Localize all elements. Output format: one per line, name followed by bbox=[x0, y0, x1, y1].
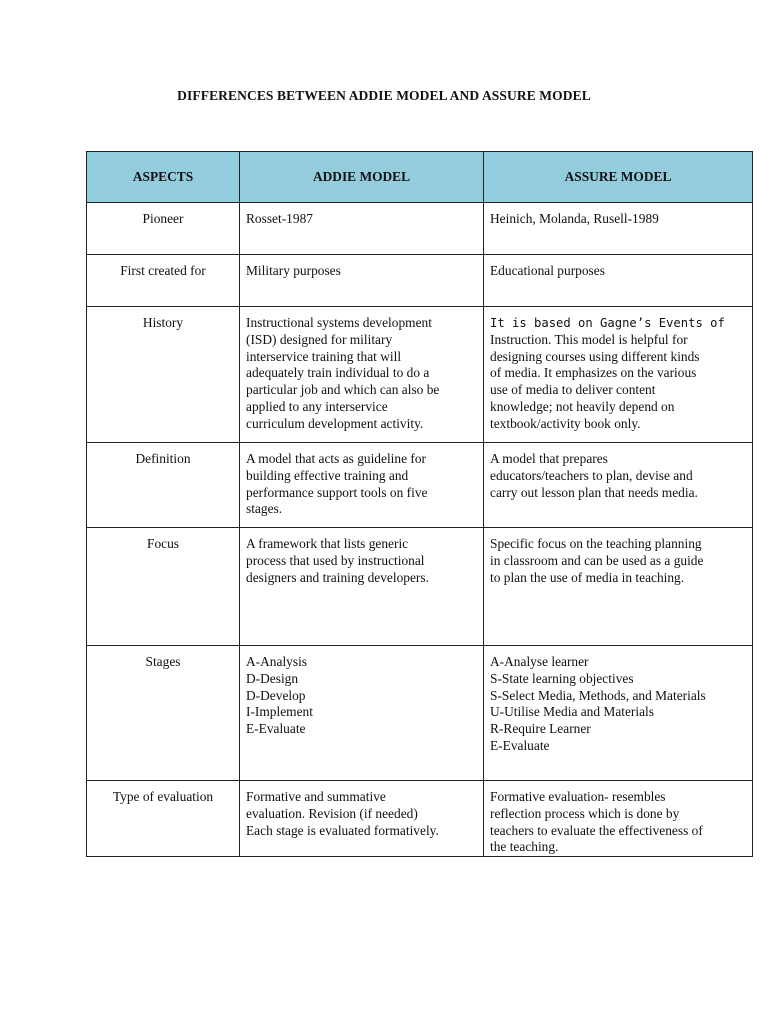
assure-cell-line: It is based on Gagne’s Events of bbox=[490, 316, 725, 330]
assure-cell-line: A model that prepares bbox=[490, 451, 608, 466]
addie-cell bbox=[240, 203, 484, 255]
table-row bbox=[87, 781, 753, 857]
addie-cell bbox=[240, 781, 484, 857]
assure-cell-line: E-Evaluate bbox=[490, 737, 550, 753]
assure-cell-line: educators/teachers to plan, devise and bbox=[490, 467, 693, 483]
assure-cell-line: Specific focus on the teaching planning bbox=[490, 536, 702, 551]
header-addie-model: ADDIE MODEL bbox=[240, 152, 484, 203]
document-title: DIFFERENCES BETWEEN ADDIE MODEL AND ASSURE MODEL bbox=[177, 88, 591, 103]
table-header-row bbox=[87, 152, 753, 203]
assure-cell-line: the teaching. bbox=[490, 839, 559, 855]
addie-cell-line: curriculum development activity. bbox=[246, 415, 424, 431]
aspect-cell: Definition bbox=[87, 443, 240, 528]
assure-cell bbox=[484, 307, 753, 443]
addie-cell-line: evaluation. Revision (if needed) bbox=[246, 805, 418, 821]
assure-cell bbox=[484, 528, 753, 646]
addie-cell bbox=[240, 307, 484, 443]
aspect-cell: History bbox=[87, 307, 240, 443]
assure-cell bbox=[484, 781, 753, 857]
addie-cell-line: performance support tools on five bbox=[246, 484, 428, 500]
addie-cell-line: stages. bbox=[246, 501, 283, 517]
assure-cell-line: to plan the use of media in teaching. bbox=[490, 569, 685, 585]
assure-cell-line: Educational purposes bbox=[490, 263, 605, 278]
header-assure-model: ASSURE MODEL bbox=[484, 152, 753, 203]
addie-cell-line: Instructional systems development bbox=[246, 315, 432, 330]
addie-cell-line: Formative and summative bbox=[246, 789, 386, 804]
assure-cell-line: knowledge; not heavily depend on bbox=[490, 398, 675, 414]
addie-cell bbox=[240, 443, 484, 528]
aspect-cell: Focus bbox=[87, 528, 240, 646]
assure-cell-line: Formative evaluation- resembles bbox=[490, 789, 666, 804]
addie-cell-line: (ISD) designed for military bbox=[246, 331, 393, 347]
addie-cell bbox=[240, 528, 484, 646]
addie-cell-line: interservice training that will bbox=[246, 348, 402, 364]
assure-cell bbox=[484, 255, 753, 307]
addie-cell-line: D-Design bbox=[246, 670, 299, 686]
addie-cell-line: applied to any interservice bbox=[246, 398, 388, 414]
assure-cell-line: use of media to deliver content bbox=[490, 382, 656, 398]
aspect-cell: First created for bbox=[87, 255, 240, 307]
addie-cell bbox=[240, 255, 484, 307]
addie-cell-line: designers and training developers. bbox=[246, 569, 429, 585]
addie-cell-line: A-Analysis bbox=[246, 654, 307, 669]
addie-cell-line: adequately train individual to do a bbox=[246, 365, 430, 381]
header-aspects: ASPECTS bbox=[87, 152, 240, 203]
addie-cell-line: Each stage is evaluated formatively. bbox=[246, 822, 439, 838]
addie-cell-line: I-Implement bbox=[246, 704, 313, 720]
addie-cell-line: A framework that lists generic bbox=[246, 536, 409, 551]
assure-cell-line: R-Require Learner bbox=[490, 721, 591, 737]
aspect-cell: Type of evaluation bbox=[87, 781, 240, 857]
assure-cell-line: in classroom and can be used as a guide bbox=[490, 552, 704, 568]
addie-cell-line: Military purposes bbox=[246, 263, 341, 278]
assure-cell-line: carry out lesson plan that needs media. bbox=[490, 484, 698, 500]
assure-cell-line: designing courses using different kinds bbox=[490, 348, 700, 364]
addie-cell-line: building effective training and bbox=[246, 467, 409, 483]
assure-cell bbox=[484, 646, 753, 781]
table-row bbox=[87, 646, 753, 781]
table-row bbox=[87, 203, 753, 255]
assure-cell-line: A-Analyse learner bbox=[490, 654, 589, 669]
table-body bbox=[87, 203, 753, 857]
aspect-cell: Stages bbox=[87, 646, 240, 781]
assure-cell-line: Instruction. This model is helpful for bbox=[490, 331, 688, 347]
assure-cell bbox=[484, 443, 753, 528]
table-row bbox=[87, 528, 753, 646]
assure-cell bbox=[484, 203, 753, 255]
addie-cell bbox=[240, 646, 484, 781]
assure-cell-line: S-Select Media, Methods, and Materials bbox=[490, 687, 706, 703]
addie-cell-line: E-Evaluate bbox=[246, 721, 306, 737]
table-row bbox=[87, 255, 753, 307]
aspect-cell: Pioneer bbox=[87, 203, 240, 255]
addie-cell-line: particular job and which can also be bbox=[246, 382, 440, 398]
assure-cell-line: textbook/activity book only. bbox=[490, 415, 641, 431]
assure-cell-line: S-State learning objectives bbox=[490, 670, 634, 686]
table-row bbox=[87, 307, 753, 443]
assure-cell-line: U-Utilise Media and Materials bbox=[490, 704, 654, 720]
assure-cell-line: teachers to evaluate the effectiveness of bbox=[490, 822, 703, 838]
assure-cell-line: of media. It emphasizes on the various bbox=[490, 365, 697, 381]
table-row bbox=[87, 443, 753, 528]
addie-cell-line: D-Develop bbox=[246, 687, 306, 703]
addie-cell-line: A model that acts as guideline for bbox=[246, 451, 426, 466]
comparison-table bbox=[86, 151, 753, 857]
assure-cell-line: Heinich, Molanda, Rusell-1989 bbox=[490, 211, 659, 226]
addie-cell-line: Rosset-1987 bbox=[246, 211, 313, 226]
assure-cell-line: reflection process which is done by bbox=[490, 805, 680, 821]
addie-cell-line: process that used by instructional bbox=[246, 552, 425, 568]
